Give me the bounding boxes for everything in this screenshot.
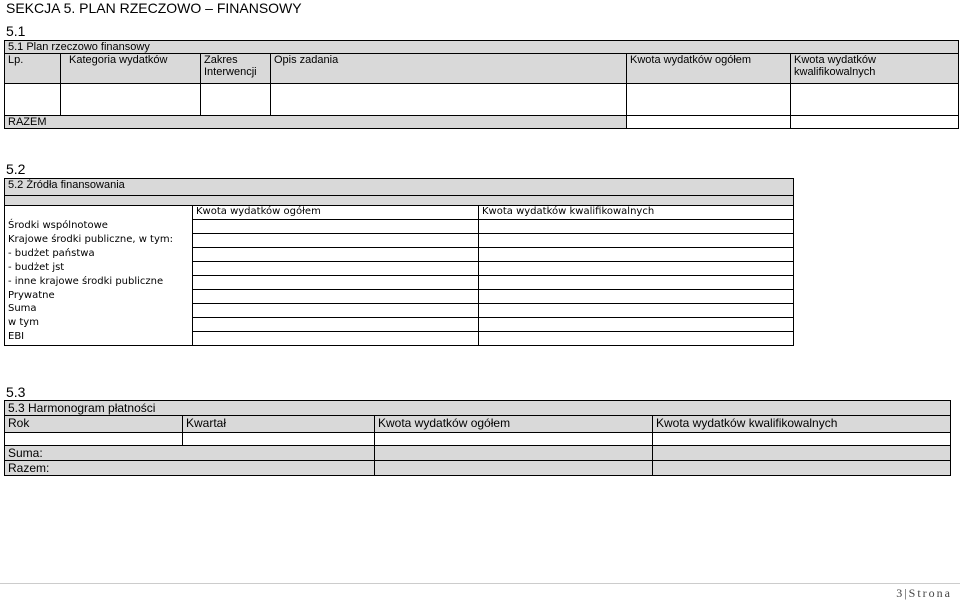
header-kategoria: Kategoria wydatków: [61, 54, 201, 84]
schedule-cell-rok[interactable]: [5, 433, 183, 446]
funding-cell[interactable]: [479, 304, 794, 318]
total-kwota-kwalif[interactable]: [791, 116, 959, 129]
schedule-caption: 5.3 Harmonogram płatności: [5, 401, 951, 416]
total-label: RAZEM: [5, 116, 627, 129]
page-number: 3: [896, 586, 905, 600]
cell-kategoria[interactable]: [61, 84, 201, 116]
row-inne-krajowe: - inne krajowe środki publiczne: [8, 275, 164, 287]
funding-spacer: [5, 196, 794, 206]
row-suma: Suma: [8, 303, 37, 315]
footer-separator: |: [904, 586, 909, 600]
funding-table: [4, 178, 794, 346]
header-lp: Lp.: [5, 54, 61, 84]
funding-cell[interactable]: [193, 332, 479, 346]
cell-zakres[interactable]: [201, 84, 271, 116]
schedule-cell-kwalif[interactable]: [653, 433, 951, 446]
plan-caption: 5.1 Plan rzeczowo finansowy: [5, 41, 959, 54]
funding-cell[interactable]: [193, 234, 479, 248]
schedule-header-kwartal: Kwartał: [183, 416, 375, 433]
section-5-2-number: 5.2: [6, 161, 26, 177]
schedule-cell-ogolem[interactable]: [375, 433, 653, 446]
funding-cell[interactable]: [479, 290, 794, 304]
funding-cell[interactable]: [479, 234, 794, 248]
row-budzet-jst: - budżet jst: [8, 261, 65, 273]
funding-cell[interactable]: [479, 276, 794, 290]
funding-cell[interactable]: [479, 248, 794, 262]
funding-cell[interactable]: [193, 318, 479, 332]
header-zakres: Zakres Interwencji: [201, 54, 271, 84]
schedule-razem-label: Razem:: [5, 461, 375, 476]
cell-lp[interactable]: [5, 84, 61, 116]
cell-opis[interactable]: [271, 84, 627, 116]
section-5-1-number: 5.1: [6, 23, 26, 39]
funding-cell[interactable]: [193, 248, 479, 262]
cell-kwota-kwalif[interactable]: [791, 84, 959, 116]
header-kwota-kwalif: Kwota wydatków kwalifikowalnych: [791, 54, 959, 84]
row-budzet-panstwa: - budżet państwa: [8, 247, 95, 259]
row-w-tym: w tym: [8, 317, 39, 329]
row-prywatne: Prywatne: [8, 289, 55, 301]
section-title: SEKCJA 5. PLAN RZECZOWO – FINANSOWY: [6, 0, 302, 16]
funding-cell[interactable]: [193, 220, 479, 234]
header-opis: Opis zadania: [271, 54, 627, 84]
schedule-table: [4, 400, 951, 476]
section-5-3-number: 5.3: [6, 384, 26, 400]
plan-table: [4, 40, 959, 129]
cell-kwota-ogolem[interactable]: [627, 84, 791, 116]
schedule-suma-kwalif[interactable]: [653, 446, 951, 461]
funding-cell[interactable]: [479, 220, 794, 234]
footer-word: Strona: [908, 586, 952, 600]
funding-cell[interactable]: [479, 318, 794, 332]
schedule-header-ogolem: Kwota wydatków ogółem: [375, 416, 653, 433]
footer-divider: [0, 583, 960, 584]
funding-header-kwalif: Kwota wydatków kwalifikowalnych: [479, 206, 794, 220]
row-srodki-wspolnotowe: Środki wspólnotowe: [8, 220, 108, 231]
row-ebi: EBI: [8, 331, 25, 343]
funding-cell[interactable]: [193, 276, 479, 290]
schedule-cell-kwartal[interactable]: [183, 433, 375, 446]
funding-cell[interactable]: [193, 304, 479, 318]
schedule-suma-ogolem[interactable]: [375, 446, 653, 461]
funding-header-ogolem: Kwota wydatków ogółem: [193, 206, 479, 220]
schedule-razem-ogolem[interactable]: [375, 461, 653, 476]
funding-cell[interactable]: [479, 262, 794, 276]
schedule-header-kwalif: Kwota wydatków kwalifikowalnych: [653, 416, 951, 433]
schedule-razem-kwalif[interactable]: [653, 461, 951, 476]
funding-labels: [5, 206, 193, 346]
funding-cell[interactable]: [193, 262, 479, 276]
funding-cell[interactable]: [193, 290, 479, 304]
funding-cell[interactable]: [479, 332, 794, 346]
schedule-header-rok: Rok: [5, 416, 183, 433]
header-kwota-ogolem: Kwota wydatków ogółem: [627, 54, 791, 84]
row-krajowe: Krajowe środki publiczne, w tym:: [8, 233, 174, 245]
funding-caption: 5.2 Źródła finansowania: [5, 179, 794, 196]
schedule-suma-label: Suma:: [5, 446, 375, 461]
total-kwota-ogolem[interactable]: [627, 116, 791, 129]
